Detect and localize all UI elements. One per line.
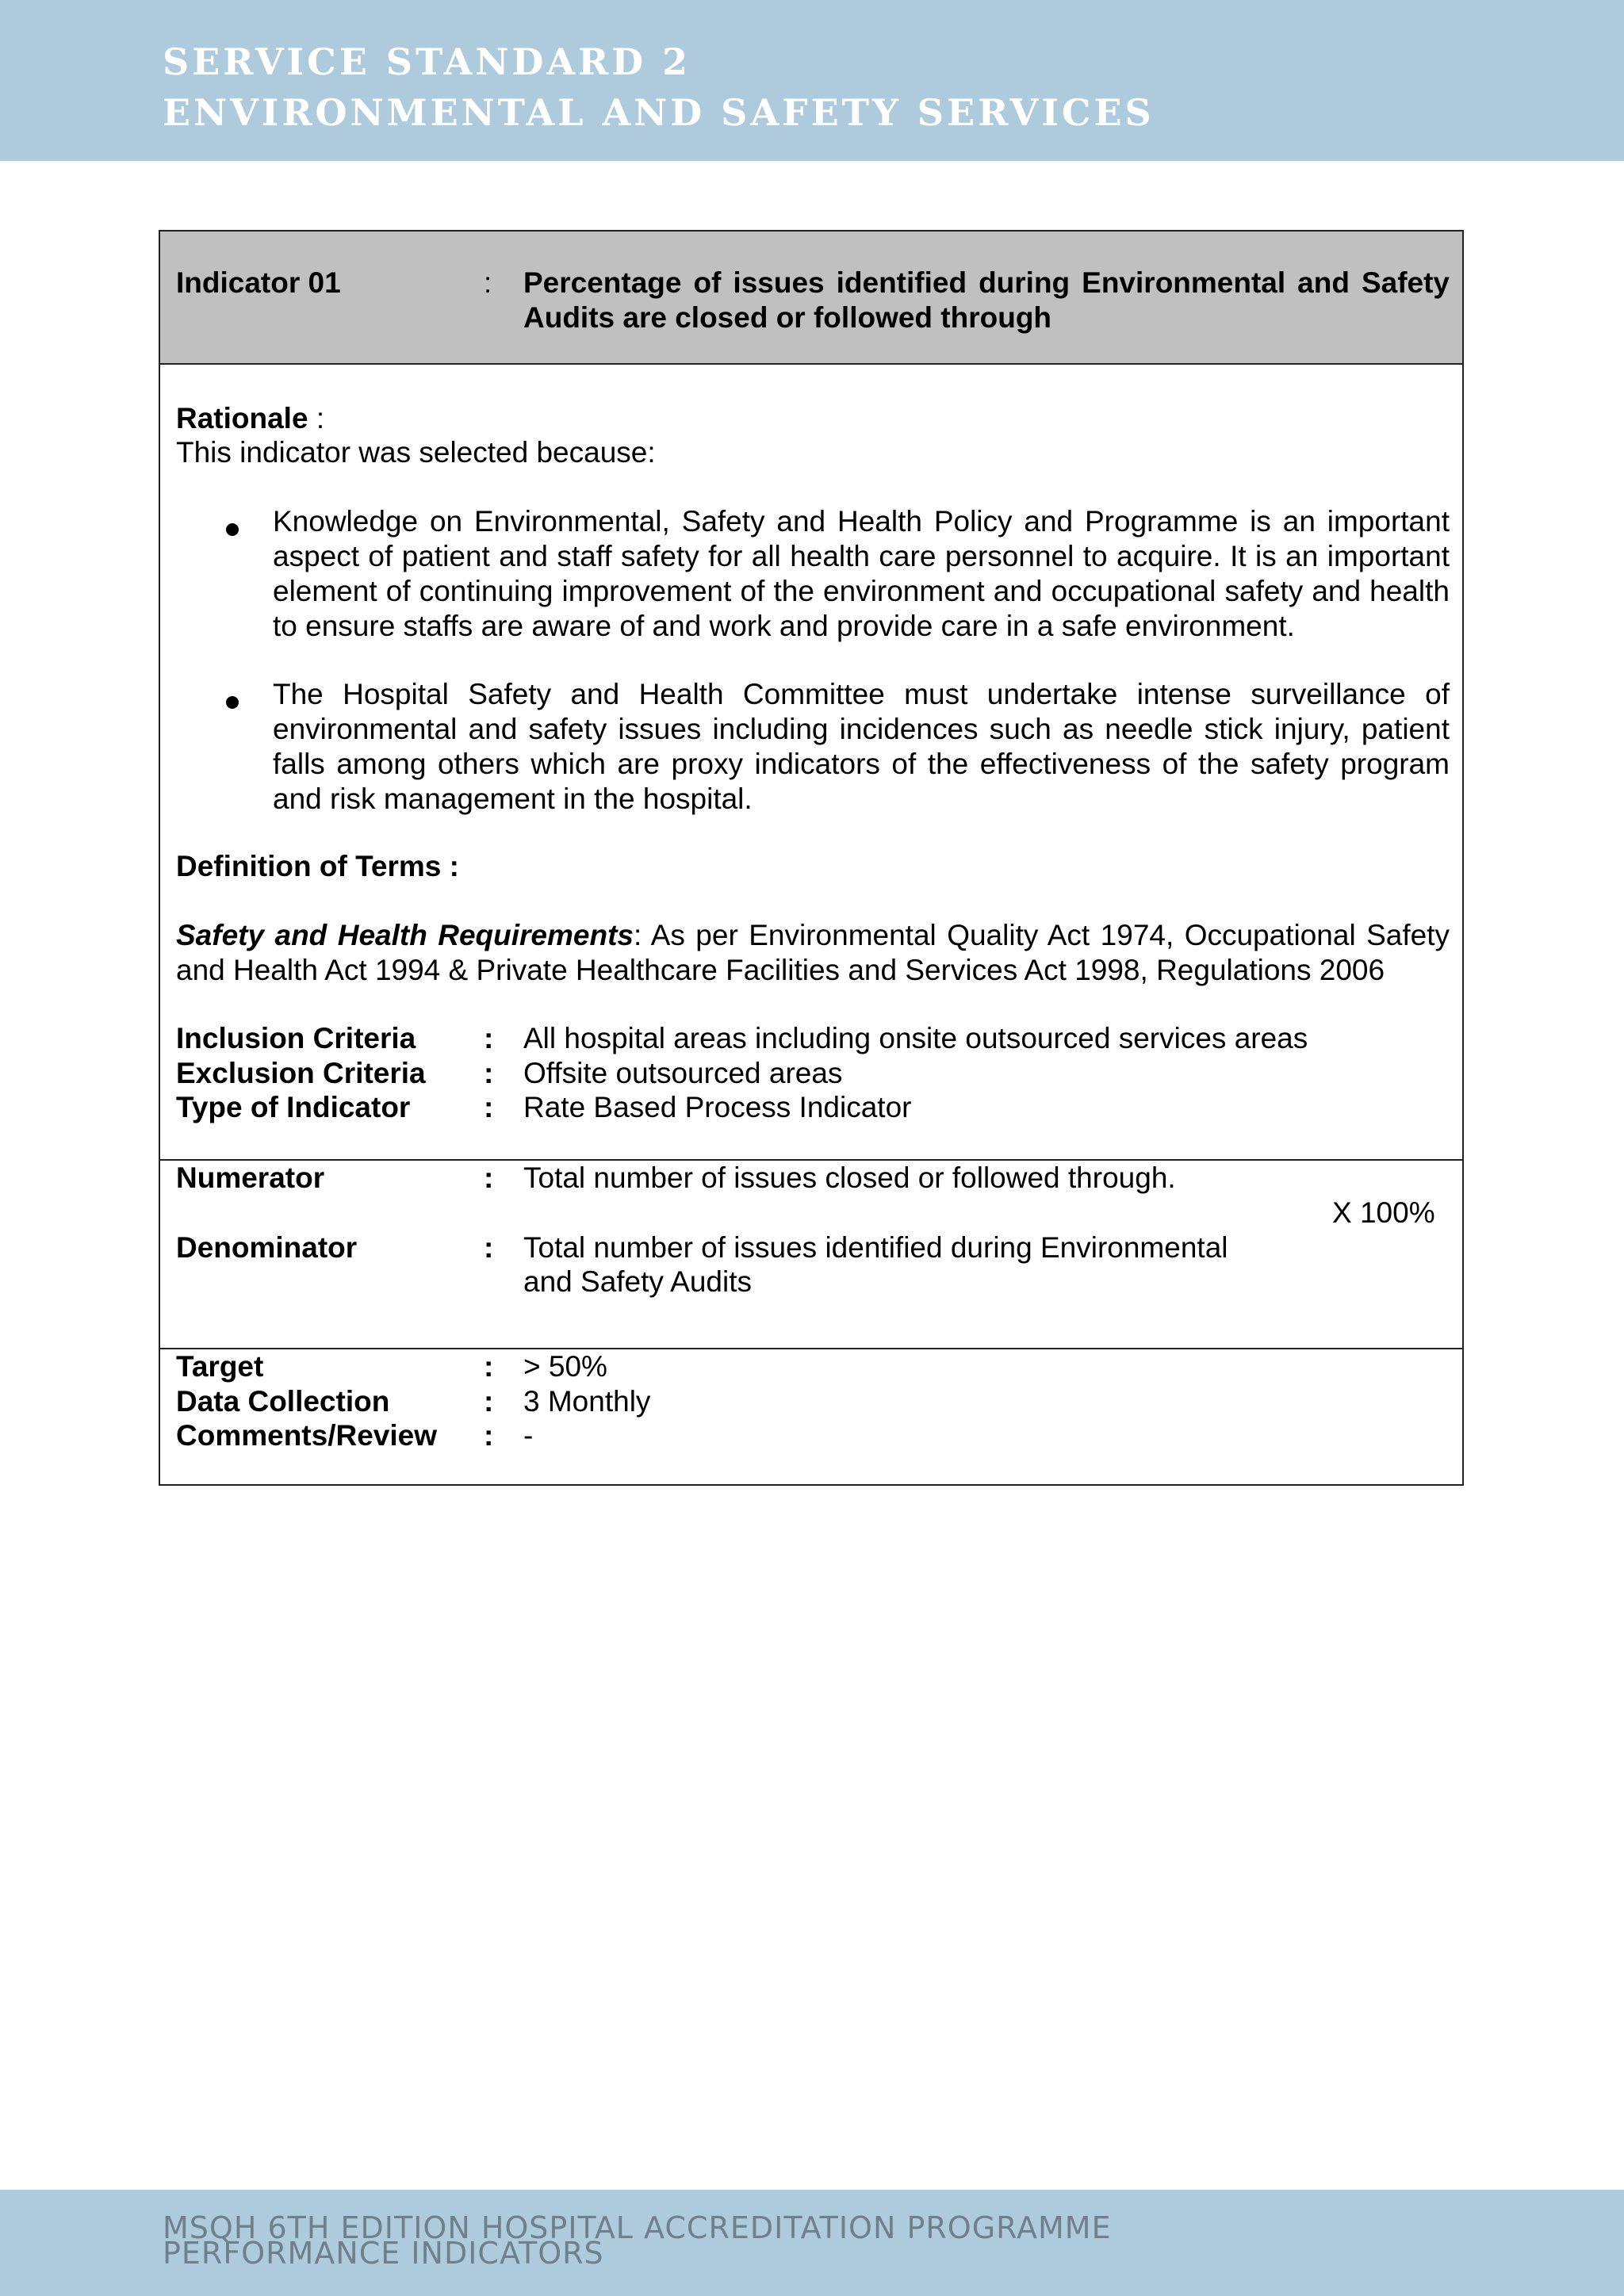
- exclusion-criteria-label: Exclusion Criteria: [176, 1057, 426, 1089]
- denominator-value-line1: Total number of issues identified during Environmental: [523, 1231, 1228, 1264]
- data-collection-label: Data Collection: [176, 1385, 390, 1418]
- footer-line-1: MSQH 6TH EDITION HOSPITAL ACCREDITATION PROGRAMME: [163, 2210, 1112, 2245]
- multiplier: X 100%: [1332, 1196, 1435, 1229]
- rationale-heading-colon: :: [308, 402, 325, 434]
- target-colon: :: [484, 1350, 494, 1383]
- footer-line-2: PERFORMANCE INDICATORS: [163, 2236, 604, 2271]
- data-collection-colon: :: [484, 1385, 494, 1418]
- comments-review-label: Comments/Review: [176, 1419, 437, 1452]
- target-value: > 50%: [523, 1350, 607, 1383]
- target-label: Target: [176, 1350, 264, 1383]
- comments-review-value: -: [523, 1419, 534, 1452]
- comments-review-colon: :: [484, 1419, 494, 1452]
- definition-paragraph: [176, 918, 1450, 988]
- denominator-colon: :: [484, 1231, 494, 1264]
- service-standard-subtitle: ENVIRONMENTAL AND SAFETY SERVICES: [163, 91, 1155, 134]
- data-collection-value: 3 Monthly: [523, 1385, 651, 1418]
- type-of-indicator-value: Rate Based Process Indicator: [523, 1091, 912, 1123]
- indicator-separator: :: [484, 266, 492, 299]
- indicator-title-line2: Audits are closed or followed through: [523, 301, 1052, 334]
- numerator-label: Numerator: [176, 1161, 325, 1194]
- numerator-value: Total number of issues closed or followed through.: [523, 1161, 1176, 1194]
- footer-band: [0, 2190, 1624, 2296]
- denominator-value-line2: and Safety Audits: [523, 1265, 752, 1298]
- rationale-bullet-2: The Hospital Safety and Health Committee must undertake intense surveillance of environmental and safety issues including incidences such as needle stick injury, patient falls among others which are proxy indicators of the effectiveness of the safety program and risk management in the hospital.: [273, 678, 1450, 815]
- indicator-title-line1: Percentage of issues identified during Environmental and Safety: [523, 266, 1450, 299]
- header-band: [0, 0, 1624, 161]
- indicator-label: Indicator 01: [176, 266, 341, 299]
- inclusion-criteria-label: Inclusion Criteria: [176, 1022, 416, 1054]
- service-standard-title: SERVICE STANDARD 2: [163, 40, 691, 83]
- indicator-table: [159, 230, 1464, 1486]
- exclusion-criteria-value: Offsite outsourced areas: [523, 1057, 843, 1089]
- exclusion-criteria-colon: :: [484, 1057, 494, 1089]
- definition-heading: Definition of Terms :: [176, 850, 459, 882]
- bullet-icon: [226, 696, 239, 709]
- type-of-indicator-label: Type of Indicator: [176, 1091, 411, 1123]
- rationale-heading: [176, 401, 324, 436]
- bullet-icon: [226, 523, 239, 536]
- rationale-bullet-1: Knowledge on Environmental, Safety and Health Policy and Programme is an important aspect of patient and staff safety for all health care personnel to acquire. It is an important element of continuing improvement of the environment and occupational safety and health to ensure staffs are aware of and work and provide care in a safe environment.: [273, 505, 1450, 642]
- numerator-colon: :: [484, 1161, 494, 1194]
- denominator-label: Denominator: [176, 1231, 358, 1264]
- definition-term: Safety and Health Requirements: [176, 919, 634, 951]
- rationale-heading-text: Rationale: [176, 402, 308, 434]
- inclusion-criteria-colon: :: [484, 1022, 494, 1054]
- type-of-indicator-colon: :: [484, 1091, 494, 1123]
- inclusion-criteria-value: All hospital areas including onsite outsourced services areas: [523, 1022, 1308, 1054]
- definition-text: : As per Environmental Quality Act 1974, Occupational Safety and Health Act 1994 & Private Healthcare Facilities and Services Act 1998, Regulations 2006: [176, 919, 1450, 986]
- indicator-title-row: [160, 232, 1462, 365]
- rationale-intro: This indicator was selected because:: [176, 436, 656, 469]
- section-divider: [160, 1348, 1462, 1349]
